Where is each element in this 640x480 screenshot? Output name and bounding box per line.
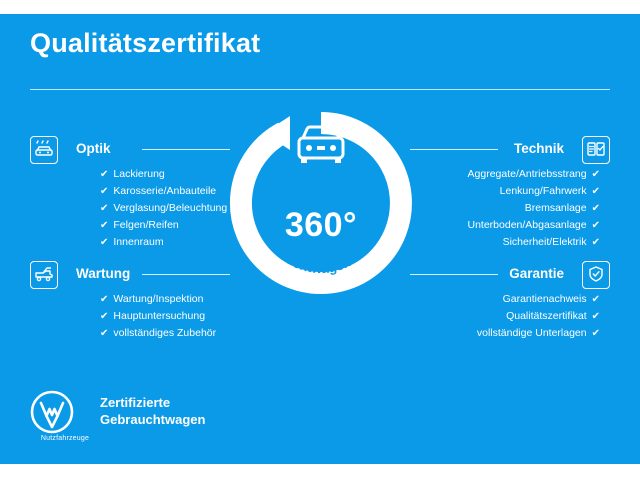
check-icon: ✔: [100, 328, 109, 339]
footer-line-1: Zertifizierte: [100, 395, 171, 410]
check-icon: ✔: [100, 169, 109, 180]
list-item-label: Aggregate/Antriebsstrang: [467, 168, 587, 180]
list-item-label: Innenraum: [113, 236, 164, 248]
check-icon: ✔: [591, 169, 600, 180]
check-icon: ✔: [591, 237, 600, 248]
section-technik-list: [410, 166, 610, 251]
list-item: [410, 325, 600, 342]
list-item: [410, 291, 600, 308]
list-item-label: Bremsanlage: [524, 202, 587, 214]
section-wartung: [30, 265, 230, 342]
section-technik-rule: [410, 149, 498, 150]
list-item-label: vollständige Unterlagen: [476, 327, 587, 339]
section-optik-list: [30, 166, 230, 251]
list-item: [100, 217, 230, 234]
section-wartung-rule: [142, 274, 230, 275]
footer-line-2: Gebrauchtwagen: [100, 412, 206, 427]
title-divider: [30, 89, 610, 90]
section-optik: [30, 140, 230, 251]
check-icon: ✔: [591, 203, 600, 214]
check-icon: ✔: [591, 311, 600, 322]
svg-text:Gebrauchtwagen-Check: [259, 226, 384, 276]
check-icon: ✔: [591, 186, 600, 197]
check-icon: ✔: [591, 294, 600, 305]
list-item: [410, 217, 600, 234]
list-item: [100, 234, 230, 251]
list-item-label: Felgen/Reifen: [113, 219, 179, 231]
check-icon: ✔: [100, 186, 109, 197]
list-item-label: Lenkung/Fahrwerk: [499, 185, 587, 197]
section-garantie-list: [410, 291, 610, 342]
list-item-label: Unterboden/Abgasanlage: [467, 219, 587, 231]
list-item: [100, 291, 230, 308]
360-label: 360°: [284, 206, 358, 244]
list-item: [410, 183, 600, 200]
list-item-label: Wartung/Inspektion: [113, 293, 204, 305]
list-item-label: Hauptuntersuchung: [113, 310, 206, 322]
section-garantie-rule: [410, 274, 498, 275]
section-wartung-header: [30, 265, 230, 291]
arc-text: [228, 110, 414, 296]
list-item: [410, 166, 600, 183]
vw-logo: [30, 390, 74, 434]
section-wartung-title: Wartung: [76, 266, 131, 281]
top-margin: [0, 0, 640, 14]
list-item-label: Karosserie/Anbauteile: [113, 185, 217, 197]
check-icon: ✔: [591, 328, 600, 339]
check-icon: ✔: [100, 203, 109, 214]
section-technik-header: [410, 140, 610, 166]
footer-text: [100, 394, 205, 428]
list-item: [100, 200, 230, 217]
bottom-margin: [0, 464, 640, 480]
section-optik-title: Optik: [76, 141, 111, 156]
section-garantie: [410, 265, 610, 342]
list-item: [100, 308, 230, 325]
list-item: [100, 183, 230, 200]
check-icon: ✔: [100, 237, 109, 248]
list-item-label: Sicherheit/Elektrik: [502, 236, 587, 248]
list-item-label: Qualitätszertifikat: [506, 310, 587, 322]
360-check-badge: [228, 110, 414, 296]
check-icon: ✔: [591, 220, 600, 231]
arc-text-label: Gebrauchtwagen-Check: [258, 226, 384, 277]
check-icon: ✔: [100, 311, 109, 322]
section-technik-title: Technik: [513, 141, 564, 156]
vw-logo-caption: Nutzfahrzeuge: [40, 435, 90, 442]
section-optik-header: [30, 140, 230, 166]
list-item: [410, 234, 600, 251]
section-optik-rule: [142, 149, 230, 150]
section-garantie-header: [410, 265, 610, 291]
list-item: [100, 166, 230, 183]
list-item-label: Lackierung: [113, 168, 165, 180]
list-item-label: Verglasung/Beleuchtung: [113, 202, 228, 214]
check-icon: ✔: [100, 220, 109, 231]
list-item-label: Garantienachweis: [502, 293, 587, 305]
section-garantie-title: Garantie: [509, 266, 564, 281]
list-item: [100, 325, 230, 342]
page-title: Qualitätszertifikat: [30, 28, 261, 58]
list-item: [410, 308, 600, 325]
section-technik: [410, 140, 610, 251]
check-icon: ✔: [100, 294, 109, 305]
section-wartung-list: [30, 291, 230, 342]
list-item: [410, 200, 600, 217]
list-item-label: vollständiges Zubehör: [113, 327, 217, 339]
